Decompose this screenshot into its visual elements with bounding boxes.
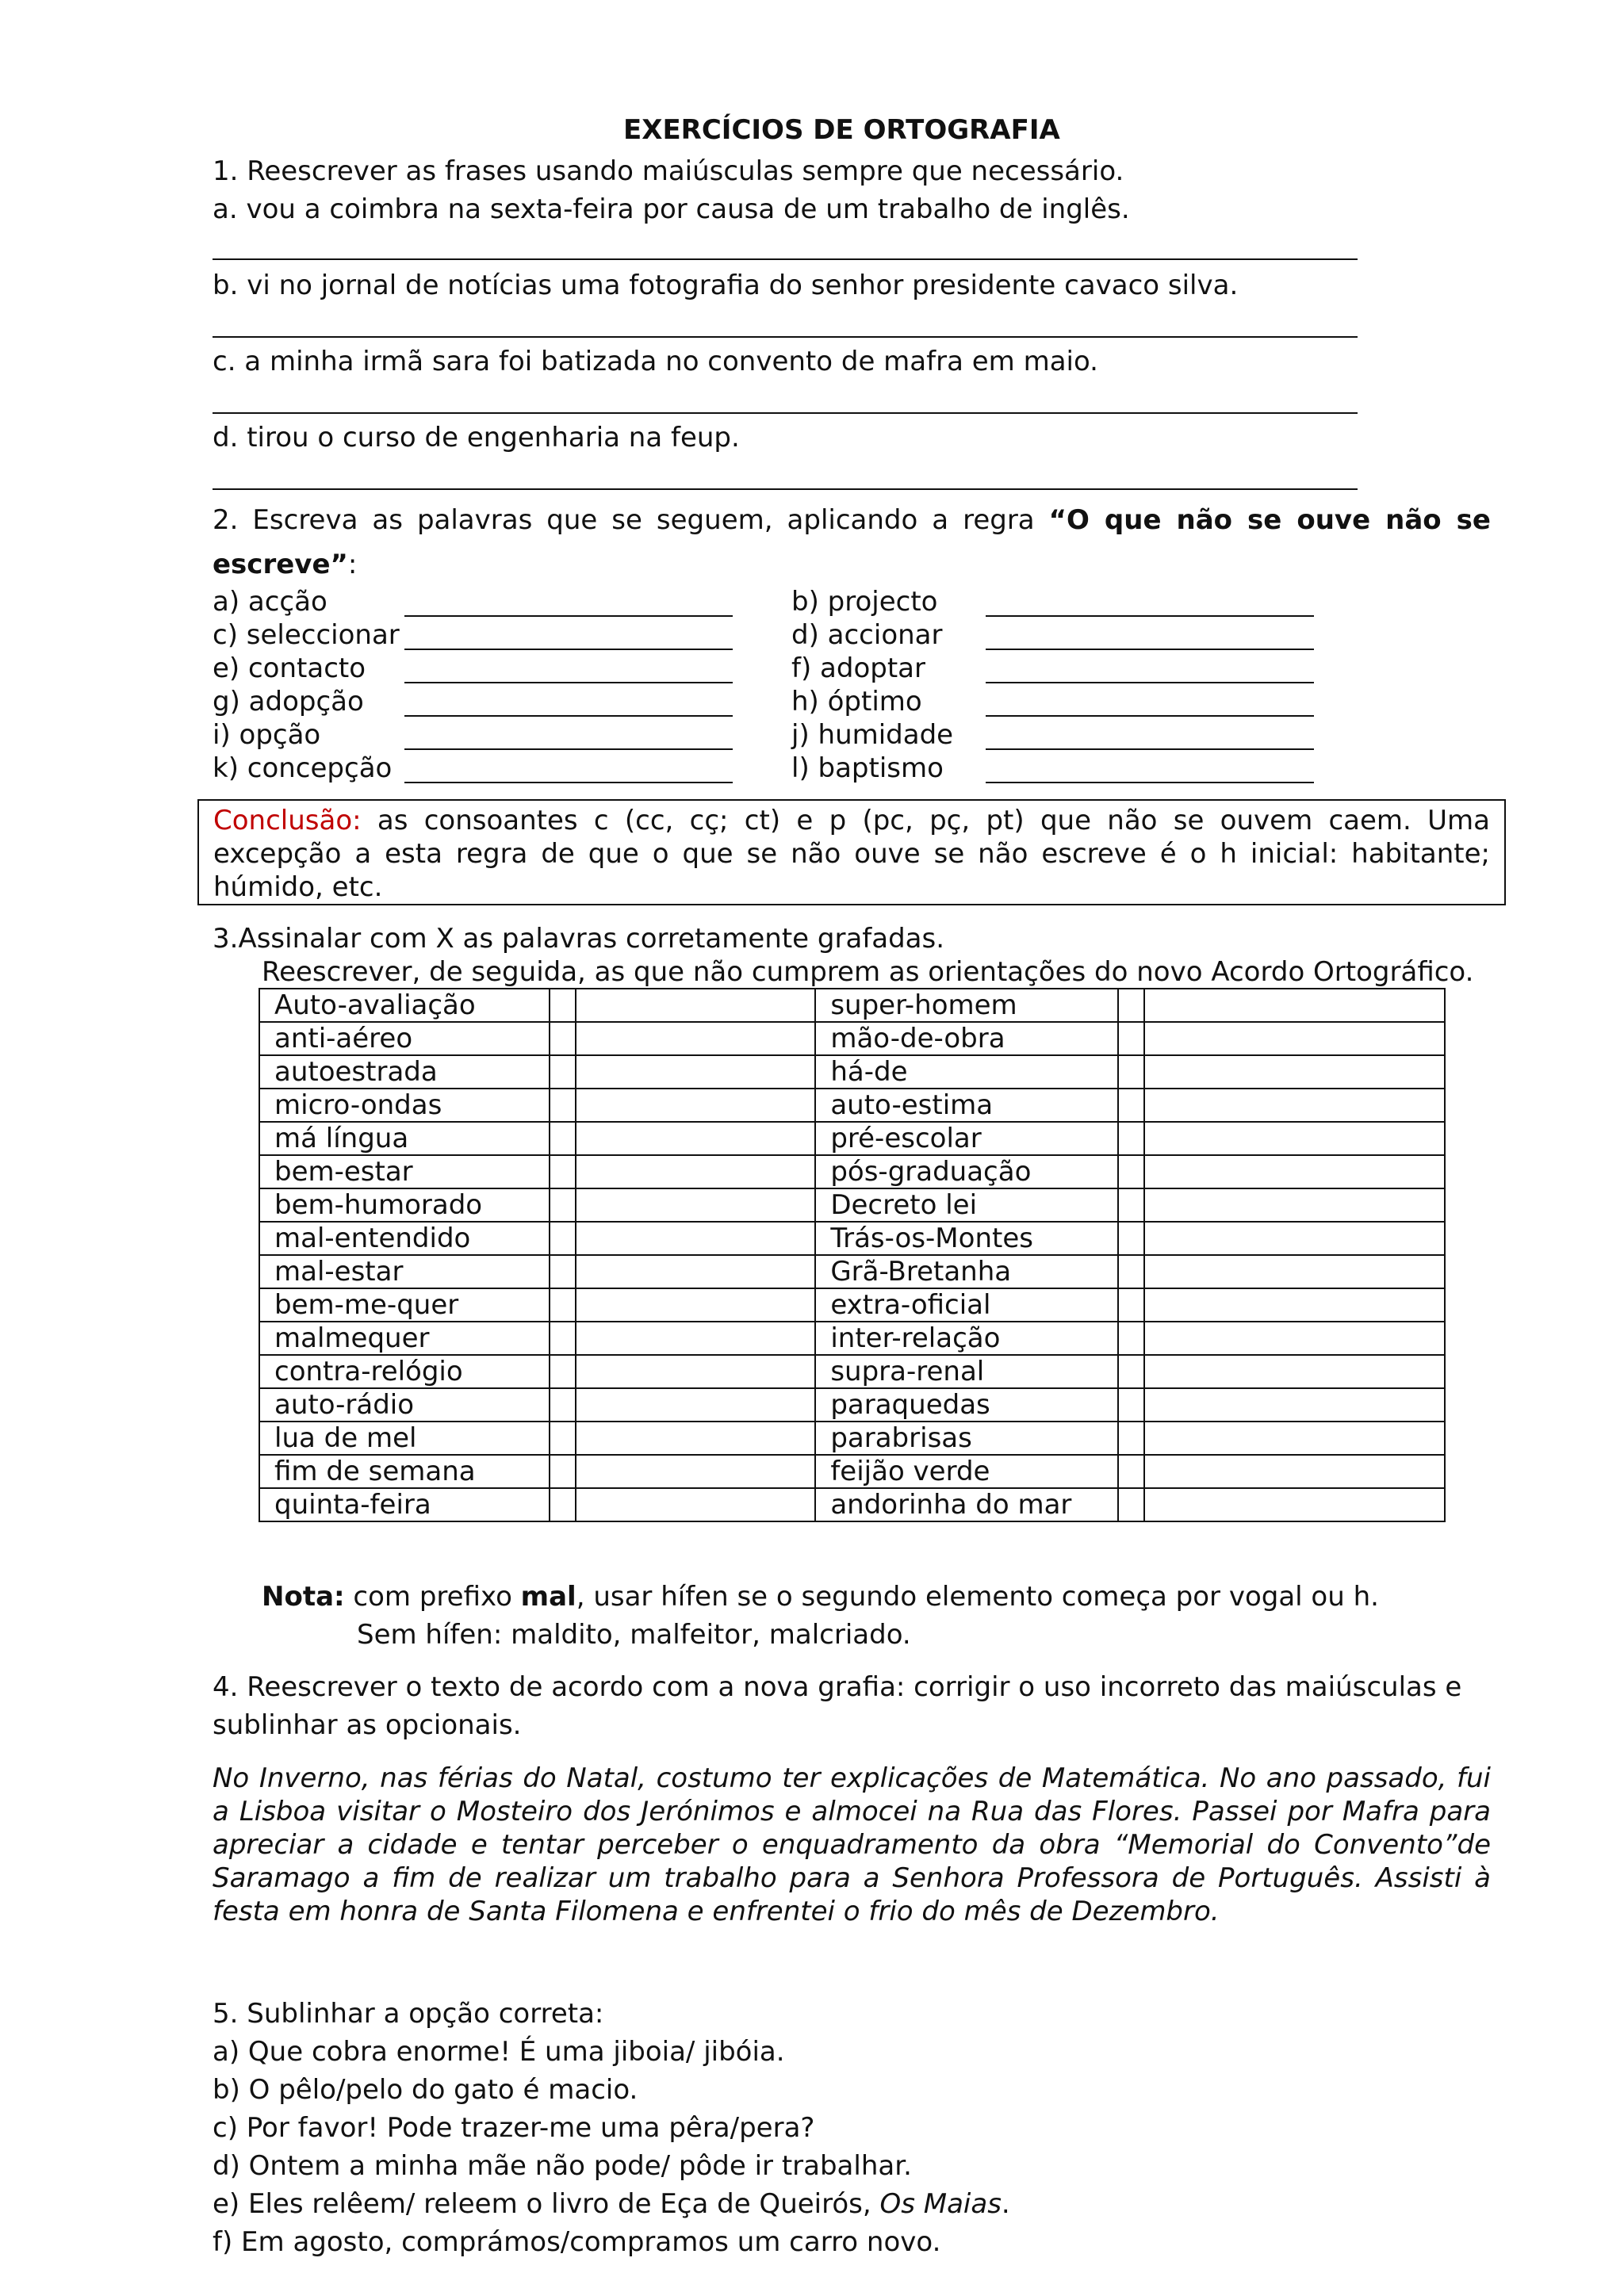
rewrite-cell[interactable] xyxy=(1144,1288,1445,1322)
rewrite-cell[interactable] xyxy=(576,1355,815,1388)
word-table-row xyxy=(259,1122,1445,1155)
ex2-row xyxy=(213,752,1323,785)
word-cell: há-de xyxy=(815,1055,1117,1089)
word-table-row xyxy=(259,1022,1445,1055)
rewrite-cell[interactable] xyxy=(1144,1188,1445,1222)
rewrite-cell[interactable] xyxy=(576,1488,815,1521)
ex2-answer-line xyxy=(404,682,733,683)
ex5-heading: 5. Sublinhar a opção correta: xyxy=(213,1998,604,2030)
word-cell: pré-escolar xyxy=(815,1122,1117,1155)
ex2-word: g) adopção xyxy=(213,686,364,718)
word-table-row xyxy=(259,1355,1445,1388)
rewrite-cell[interactable] xyxy=(1144,1422,1445,1455)
rewrite-cell[interactable] xyxy=(1144,989,1445,1022)
ex1-item-d: d. tirou o curso de engenharia na feup. xyxy=(213,422,740,453)
ex2-word: h) óptimo xyxy=(791,686,922,718)
checkbox-cell[interactable] xyxy=(550,1288,576,1322)
note-text-a: com prefixo xyxy=(344,1581,521,1613)
checkbox-cell[interactable] xyxy=(550,1455,576,1488)
rewrite-cell[interactable] xyxy=(1144,1455,1445,1488)
word-cell: quinta-feira xyxy=(259,1488,550,1521)
ex5-item-b: b) O pêlo/pelo do gato é macio. xyxy=(213,2074,638,2106)
word-cell: Trás-os-Montes xyxy=(815,1222,1117,1255)
word-cell: paraquedas xyxy=(815,1388,1117,1422)
ex3-subheading: Reescrever, de seguida, as que não cumprem as orientações do novo Acordo Ortográfico. xyxy=(262,956,1474,988)
ex2-word: d) accionar xyxy=(791,619,943,651)
ex1-item-b: b. vi no jornal de notícias uma fotografia do senhor presidente cavaco silva. xyxy=(213,270,1239,301)
word-table-row xyxy=(259,1322,1445,1355)
rewrite-cell[interactable] xyxy=(1144,1355,1445,1388)
word-cell: bem-estar xyxy=(259,1155,550,1188)
rewrite-cell[interactable] xyxy=(1144,1488,1445,1521)
rewrite-cell[interactable] xyxy=(1144,1222,1445,1255)
word-cell: extra-oficial xyxy=(815,1288,1117,1322)
checkbox-cell[interactable] xyxy=(550,1122,576,1155)
conclusion-box xyxy=(197,799,1506,905)
word-cell: bem-humorado xyxy=(259,1188,550,1222)
checkbox-cell[interactable] xyxy=(550,989,576,1022)
rewrite-cell[interactable] xyxy=(576,1122,815,1155)
ex5-item-d: d) Ontem a minha mãe não pode/ pôde ir trabalhar. xyxy=(213,2150,912,2182)
rewrite-cell[interactable] xyxy=(576,989,815,1022)
rewrite-cell[interactable] xyxy=(1144,1089,1445,1122)
ex1-heading: 1. Reescrever as frases usando maiúsculas sempre que necessário. xyxy=(213,155,1124,187)
ex2-heading xyxy=(213,498,1491,587)
word-table-row xyxy=(259,1422,1445,1455)
ex2-row xyxy=(213,652,1323,685)
note-bold: mal xyxy=(520,1581,576,1613)
rewrite-cell[interactable] xyxy=(1144,1322,1445,1355)
ex1-item-a: a. vou a coimbra na sexta-feira por causa de um trabalho de inglês. xyxy=(213,193,1130,225)
ex5-item-e-title: Os Maias xyxy=(879,2188,1002,2220)
word-table-row xyxy=(259,989,1445,1022)
ex2-word: j) humidade xyxy=(791,719,954,751)
ex3-heading: 3.Assinalar com X as palavras corretamente grafadas. xyxy=(213,923,945,955)
word-table-row xyxy=(259,1089,1445,1122)
ex2-row xyxy=(213,685,1323,718)
ex2-answer-line xyxy=(404,748,733,750)
rewrite-cell[interactable] xyxy=(576,1455,815,1488)
ex2-word: c) seleccionar xyxy=(213,619,400,651)
ex2-word: l) baptismo xyxy=(791,752,944,784)
ex2-answer-line xyxy=(404,782,733,783)
word-cell: Auto-avaliação xyxy=(259,989,550,1022)
ex2-word: e) contacto xyxy=(213,652,366,684)
checkbox-cell[interactable] xyxy=(550,1488,576,1521)
rewrite-cell[interactable] xyxy=(576,1155,815,1188)
checkbox-cell[interactable] xyxy=(1118,1155,1144,1188)
ex5-item-a: a) Que cobra enorme! É uma jiboia/ jibóia. xyxy=(213,2036,785,2068)
rewrite-cell[interactable] xyxy=(576,1089,815,1122)
ex2-word: a) acção xyxy=(213,586,327,618)
page-title: EXERCÍCIOS DE ORTOGRAFIA xyxy=(623,114,1060,146)
note-label: Nota: xyxy=(262,1581,345,1613)
conclusion-text: as consoantes c (cc, cç; ct) e p (pc, pç, pt) que não se ouvem caem. Uma excepção a esta regra de que o que se não ouve se não escreve é o h inicial: habitante; húmido, etc. xyxy=(213,805,1490,903)
word-cell: mal-estar xyxy=(259,1255,550,1288)
answer-line-d xyxy=(213,488,1358,490)
checkbox-cell[interactable] xyxy=(1118,1388,1144,1422)
word-cell: anti-aéreo xyxy=(259,1022,550,1055)
checkbox-cell[interactable] xyxy=(1118,1122,1144,1155)
word-cell: micro-ondas xyxy=(259,1089,550,1122)
ex4-text: No Inverno, nas férias do Natal, costumo ter explicações de Matemática. No ano passado, fui a Lisboa visitar o Mosteiro dos Jerónimos e almocei na Rua das Flores. Passei por Mafra para apreciar a cidade e tentar perceber o enquadramento da obra “Memorial do Convento”de Saramago a fim de realizar um trabalho para a Senhora Professora de Português. Assisti à festa em honra de Santa Filomena e enfrentei o frio do mês de Dezembro. xyxy=(213,1762,1491,1927)
word-table xyxy=(259,988,1446,1522)
checkbox-cell[interactable] xyxy=(1118,1455,1144,1488)
word-cell: Grã-Bretanha xyxy=(815,1255,1117,1288)
word-cell: auto-estima xyxy=(815,1089,1117,1122)
rewrite-cell[interactable] xyxy=(576,1322,815,1355)
rewrite-cell[interactable] xyxy=(1144,1022,1445,1055)
word-cell: Decreto lei xyxy=(815,1188,1117,1222)
ex2-answer-line xyxy=(404,649,733,650)
ex2-word: b) projecto xyxy=(791,586,938,618)
word-cell: fim de semana xyxy=(259,1455,550,1488)
conclusion-label: Conclusão: xyxy=(213,805,362,836)
word-cell: inter-relação xyxy=(815,1322,1117,1355)
rewrite-cell[interactable] xyxy=(1144,1388,1445,1422)
note-line-1 xyxy=(262,1579,1379,1614)
ex4-heading: 4. Reescrever o texto de acordo com a nova grafia: corrigir o uso incorreto das maiúsculas e sublinhar as opcionais. xyxy=(213,1671,1462,1741)
ex1-item-c: c. a minha irmã sara foi batizada no convento de mafra em maio. xyxy=(213,346,1098,377)
ex2-answer-line xyxy=(986,748,1314,750)
checkbox-cell[interactable] xyxy=(1118,1422,1144,1455)
ex2-answer-line xyxy=(986,782,1314,783)
rewrite-cell[interactable] xyxy=(1144,1255,1445,1288)
word-cell: autoestrada xyxy=(259,1055,550,1089)
ex5-item-f: f) Em agosto, comprámos/compramos um carro novo. xyxy=(213,2226,941,2258)
word-table-row xyxy=(259,1055,1445,1089)
word-cell: pós-graduação xyxy=(815,1155,1117,1188)
word-table-row xyxy=(259,1388,1445,1422)
ex5-item-e-end: . xyxy=(1001,2188,1010,2220)
note-line-2: Sem hífen: maldito, malfeitor, malcriado. xyxy=(357,1619,911,1651)
ex2-heading-suffix: : xyxy=(347,549,358,580)
checkbox-cell[interactable] xyxy=(550,1322,576,1355)
checkbox-cell[interactable] xyxy=(550,1055,576,1089)
answer-line-b xyxy=(213,336,1358,338)
word-table-row xyxy=(259,1155,1445,1188)
note-text-b: , usar hífen se o segundo elemento começa por vogal ou h. xyxy=(576,1581,1379,1613)
word-table-row xyxy=(259,1455,1445,1488)
checkbox-cell[interactable] xyxy=(550,1222,576,1255)
checkbox-cell[interactable] xyxy=(1118,1355,1144,1388)
rewrite-cell[interactable] xyxy=(1144,1155,1445,1188)
word-cell: malmequer xyxy=(259,1322,550,1355)
rewrite-cell[interactable] xyxy=(576,1255,815,1288)
checkbox-cell[interactable] xyxy=(550,1022,576,1055)
ex2-row xyxy=(213,585,1323,618)
word-cell: bem-me-quer xyxy=(259,1288,550,1322)
word-table-row xyxy=(259,1255,1445,1288)
rewrite-cell[interactable] xyxy=(576,1022,815,1055)
word-cell: super-homem xyxy=(815,989,1117,1022)
ex2-answer-line xyxy=(404,715,733,717)
checkbox-cell[interactable] xyxy=(1118,1055,1144,1089)
checkbox-cell[interactable] xyxy=(550,1355,576,1388)
ex5-item-c: c) Por favor! Pode trazer-me uma pêra/pera? xyxy=(213,2112,815,2144)
ex2-answer-line xyxy=(404,615,733,617)
ex5-item-e-text: e) Eles relêem/ releem o livro de Eça de Queirós, xyxy=(213,2188,880,2220)
checkbox-cell[interactable] xyxy=(550,1188,576,1222)
ex2-heading-text: 2. Escreva as palavras que se seguem, aplicando a regra xyxy=(213,504,1049,536)
word-table-row xyxy=(259,1188,1445,1222)
ex2-answer-line xyxy=(986,715,1314,717)
ex2-rule: “O que não se ouve não se escreve” xyxy=(213,504,1491,580)
ex2-answer-line xyxy=(986,682,1314,683)
word-cell: andorinha do mar xyxy=(815,1488,1117,1521)
word-cell: lua de mel xyxy=(259,1422,550,1455)
answer-line-a xyxy=(213,258,1358,260)
checkbox-cell[interactable] xyxy=(1118,1022,1144,1055)
ex2-row xyxy=(213,718,1323,752)
checkbox-cell[interactable] xyxy=(550,1155,576,1188)
word-cell: parabrisas xyxy=(815,1422,1117,1455)
word-cell: má língua xyxy=(259,1122,550,1155)
word-cell: mão-de-obra xyxy=(815,1022,1117,1055)
ex2-row xyxy=(213,618,1323,652)
checkbox-cell[interactable] xyxy=(1118,1255,1144,1288)
word-cell: mal-entendido xyxy=(259,1222,550,1255)
checkbox-cell[interactable] xyxy=(1118,1089,1144,1122)
word-table-row xyxy=(259,1288,1445,1322)
checkbox-cell[interactable] xyxy=(1118,1322,1144,1355)
ex2-word: f) adoptar xyxy=(791,652,925,684)
checkbox-cell[interactable] xyxy=(1118,1188,1144,1222)
checkbox-cell[interactable] xyxy=(1118,1488,1144,1521)
checkbox-cell[interactable] xyxy=(550,1388,576,1422)
word-table-row xyxy=(259,1222,1445,1255)
word-table-row xyxy=(259,1488,1445,1521)
ex2-answer-line xyxy=(986,649,1314,650)
ex2-word: k) concepção xyxy=(213,752,393,784)
rewrite-cell[interactable] xyxy=(576,1055,815,1089)
rewrite-cell[interactable] xyxy=(1144,1055,1445,1089)
rewrite-cell[interactable] xyxy=(576,1288,815,1322)
rewrite-cell[interactable] xyxy=(576,1188,815,1222)
word-cell: supra-renal xyxy=(815,1355,1117,1388)
checkbox-cell[interactable] xyxy=(550,1255,576,1288)
ex2-answer-line xyxy=(986,615,1314,617)
checkbox-cell[interactable] xyxy=(1118,1222,1144,1255)
checkbox-cell[interactable] xyxy=(1118,1288,1144,1322)
rewrite-cell[interactable] xyxy=(576,1222,815,1255)
word-cell: feijão verde xyxy=(815,1455,1117,1488)
ex2-word: i) opção xyxy=(213,719,321,751)
rewrite-cell[interactable] xyxy=(1144,1122,1445,1155)
rewrite-cell[interactable] xyxy=(576,1422,815,1455)
word-cell: auto-rádio xyxy=(259,1388,550,1422)
answer-line-c xyxy=(213,412,1358,414)
checkbox-cell[interactable] xyxy=(1118,989,1144,1022)
rewrite-cell[interactable] xyxy=(576,1388,815,1422)
checkbox-cell[interactable] xyxy=(550,1089,576,1122)
ex5-item-e xyxy=(213,2187,1010,2221)
checkbox-cell[interactable] xyxy=(550,1422,576,1455)
word-cell: contra-relógio xyxy=(259,1355,550,1388)
